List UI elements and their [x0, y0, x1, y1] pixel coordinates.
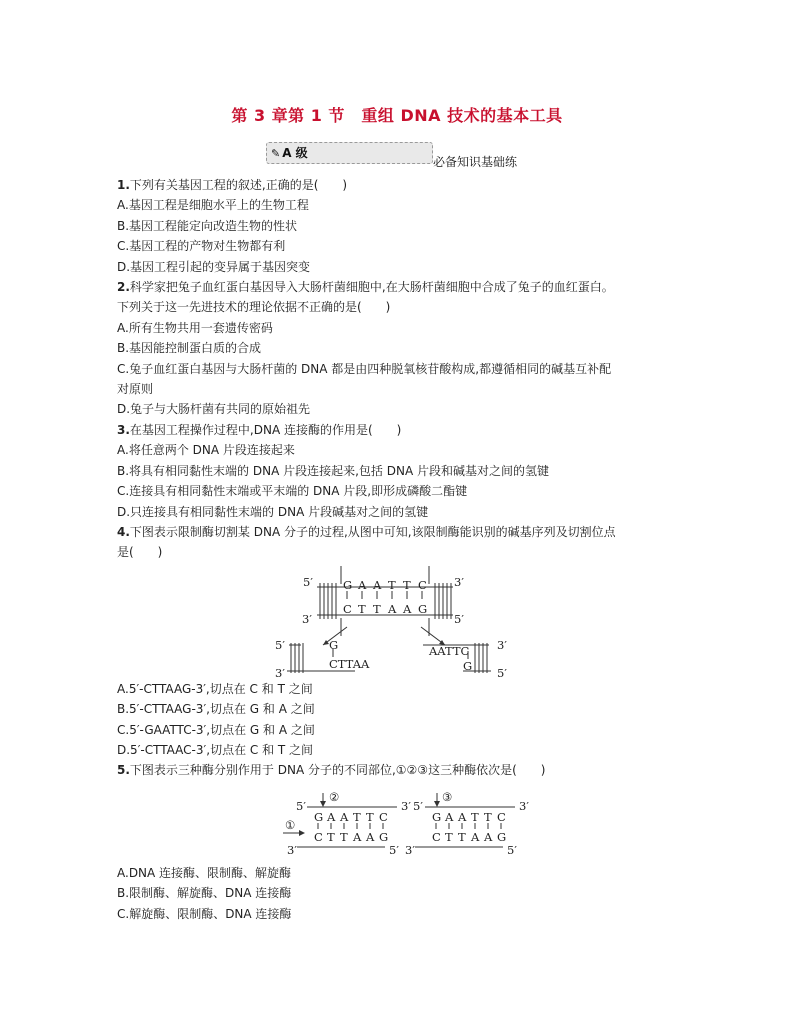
three-prime-label: 3′	[405, 842, 415, 857]
five-prime-label: 5′	[275, 637, 285, 652]
enzyme-mark-3: ③	[442, 789, 453, 804]
level-subtitle: 必备知识基础练	[433, 155, 518, 169]
top-base: T	[353, 809, 361, 824]
bottom-base: A	[366, 829, 375, 844]
question-3-option: B.将具有相同黏性末端的 DNA 片段连接起来,包括 DNA 片段和碱基对之间的氢键	[117, 463, 549, 478]
question-1-option: A.基因工程是细胞水平上的生物工程	[117, 198, 309, 213]
question-2-stem-cont: 下列关于这一先进技术的理论依据不正确的是( )	[117, 300, 391, 315]
bottom-base: A	[471, 829, 480, 844]
three-prime-label: 3′	[302, 611, 312, 626]
question-1-option: B.基因工程能定向改造生物的性状	[117, 218, 298, 233]
left-fragment-bottom: CTTAA	[329, 656, 370, 671]
question-4-option: D.5′-CTTAAC-3′,切点在 C 和 T 之间	[117, 742, 314, 757]
three-prime-label: 3′	[497, 637, 507, 652]
bottom-base: T	[458, 829, 466, 844]
bottom-base: T	[373, 601, 381, 616]
bottom-base: G	[497, 829, 507, 844]
question-2-option: D.兔子与大肠杆菌有共同的原始祖先	[117, 402, 311, 417]
question-2-option: A.所有生物共用一套遗传密码	[117, 320, 273, 335]
top-base: T	[471, 809, 479, 824]
bottom-base: T	[358, 601, 366, 616]
level-tag	[266, 142, 433, 164]
top-base: A	[327, 809, 336, 824]
question-5-option: C.解旋酶、限制酶、DNA 连接酶	[117, 906, 292, 921]
enzyme-mark-1: ①	[285, 817, 296, 832]
top-base: A	[373, 577, 382, 592]
level-label: A 级	[282, 146, 308, 160]
bottom-base: C	[343, 601, 352, 616]
five-prime-label: 5′	[413, 798, 423, 813]
five-prime-label: 5′	[296, 798, 306, 813]
enzyme-action-figure	[117, 781, 687, 863]
top-base: G	[432, 809, 442, 824]
question-4-stem-cont: 是( )	[117, 545, 163, 560]
top-base: T	[484, 809, 492, 824]
bottom-base: C	[432, 829, 441, 844]
question-4-option: B.5′-CTTAAG-3′,切点在 G 和 A 之间	[117, 702, 315, 717]
top-base: G	[343, 577, 353, 592]
question-2-stem: 2.科学家把兔子血红蛋白基因导入大肠杆菌细胞中,在大肠杆菌细胞中合成了兔子的血红蛋白。	[117, 280, 614, 295]
five-prime-label: 5′	[454, 611, 464, 626]
three-prime-label: 3′	[519, 798, 529, 813]
top-base: T	[366, 809, 374, 824]
bottom-base: T	[327, 829, 335, 844]
top-base: T	[388, 577, 396, 592]
five-prime-label: 5′	[497, 665, 507, 679]
left-fragment-top: G	[329, 637, 339, 652]
question-4-option: A.5′-CTTAAG-3′,切点在 C 和 T 之间	[117, 681, 313, 696]
three-prime-label: 3′	[401, 798, 411, 813]
top-base: G	[314, 809, 324, 824]
question-5-option: A.DNA 连接酶、限制酶、解旋酶	[117, 865, 292, 880]
restriction-enzyme-figure	[117, 563, 687, 679]
bottom-base: T	[340, 829, 348, 844]
question-4-option: C.5′-GAATTC-3′,切点在 G 和 A 之间	[117, 722, 315, 737]
top-base: A	[340, 809, 349, 824]
top-base: T	[403, 577, 411, 592]
page-title: 第 3 章第 1 节 重组 DNA 技术的基本工具	[231, 106, 563, 125]
question-3-option: D.只连接具有相同黏性末端的 DNA 片段碱基对之间的氢键	[117, 504, 429, 519]
question-2-option: 对原则	[117, 382, 154, 397]
bottom-base: A	[484, 829, 493, 844]
three-prime-label: 3′	[454, 574, 464, 589]
five-prime-label: 5′	[389, 842, 399, 857]
bottom-base: G	[418, 601, 428, 616]
top-base: A	[445, 809, 454, 824]
bottom-base: A	[403, 601, 412, 616]
right-fragment-top: AATTC	[429, 643, 470, 658]
enzyme-mark-2: ②	[329, 789, 340, 804]
pencil-icon: ✎	[271, 147, 281, 160]
five-prime-label: 5′	[507, 842, 517, 857]
bottom-base: T	[445, 829, 453, 844]
question-2-option: B.基因能控制蛋白质的合成	[117, 341, 262, 356]
bottom-base: A	[353, 829, 362, 844]
bottom-base: G	[379, 829, 389, 844]
question-5-stem: 5.下图表示三种酶分别作用于 DNA 分子的不同部位,①②③这三种酶依次是( )	[117, 763, 546, 778]
bottom-base: A	[388, 601, 397, 616]
bottom-base: C	[314, 829, 323, 844]
question-5-option: B.限制酶、解旋酶、DNA 连接酶	[117, 886, 292, 901]
top-base: C	[379, 809, 388, 824]
question-list	[117, 175, 687, 924]
question-3-stem: 3.在基因工程操作过程中,DNA 连接酶的作用是( )	[117, 422, 402, 437]
three-prime-label: 3′	[287, 842, 297, 857]
top-base: C	[418, 577, 427, 592]
question-2-option: C.兔子血红蛋白基因与大肠杆菌的 DNA 都是由四种脱氧核苷酸构成,都遵循相同的碱基互补配	[117, 361, 612, 376]
question-1-option: D.基因工程引起的变异属于基因突变	[117, 259, 311, 274]
top-base: A	[358, 577, 367, 592]
five-prime-label: 5′	[303, 574, 313, 589]
question-3-option: A.将任意两个 DNA 片段连接起来	[117, 443, 295, 458]
question-3-option: C.连接具有相同黏性末端或平末端的 DNA 片段,即形成磷酸二酯键	[117, 484, 468, 499]
top-base: C	[497, 809, 506, 824]
question-1-stem: 1.下列有关基因工程的叙述,正确的是( )	[117, 178, 348, 192]
question-1-option: C.基因工程的产物对生物都有利	[117, 239, 286, 254]
right-fragment-bottom: G	[463, 658, 473, 673]
three-prime-label: 3′	[275, 665, 285, 679]
question-4-stem: 4.下图表示限制酶切割某 DNA 分子的过程,从图中可知,该限制酶能识别的碱基序列及切割位点	[117, 524, 616, 539]
top-base: A	[458, 809, 467, 824]
